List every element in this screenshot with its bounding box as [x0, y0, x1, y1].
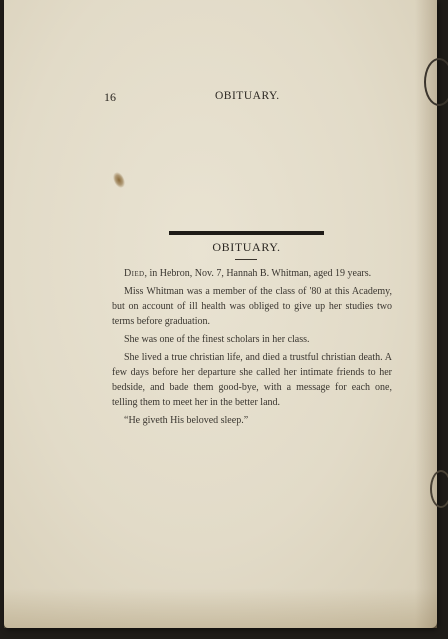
paper-stain [4, 588, 437, 628]
article-paragraph: Miss Whitman was a member of the class of '80 at this Academy, but on account of ill health was obliged to give up her studies two terms before graduation. [112, 286, 392, 327]
binding-ring-icon [430, 470, 448, 508]
lead-word: Died [124, 268, 145, 279]
first-paragraph-text: , in Hebron, Nov. 7, Hannah B. Whitman, aged 19 years. [144, 268, 372, 279]
article-paragraph: She lived a true christian life, and died a trustful christian death. A few days before her departure she called her intimate friends to her bedside, and bade them good-bye, with a message for each one, telling them to meet her in the better land. [112, 352, 392, 408]
article-paragraph [112, 266, 392, 281]
title-rule [235, 259, 257, 260]
heavy-rule [169, 231, 324, 235]
page-number: 16 [104, 90, 116, 104]
article-title: OBITUARY. [212, 240, 281, 254]
article-paragraph: “He giveth His beloved sleep.” [124, 415, 249, 426]
article-paragraph: She was one of the finest scholars in her class. [124, 334, 310, 345]
article-body [112, 266, 392, 431]
ink-spot [111, 171, 127, 190]
document-page [4, 0, 437, 628]
running-head: OBITUARY. [215, 90, 280, 102]
binding-ring-icon [424, 58, 448, 106]
